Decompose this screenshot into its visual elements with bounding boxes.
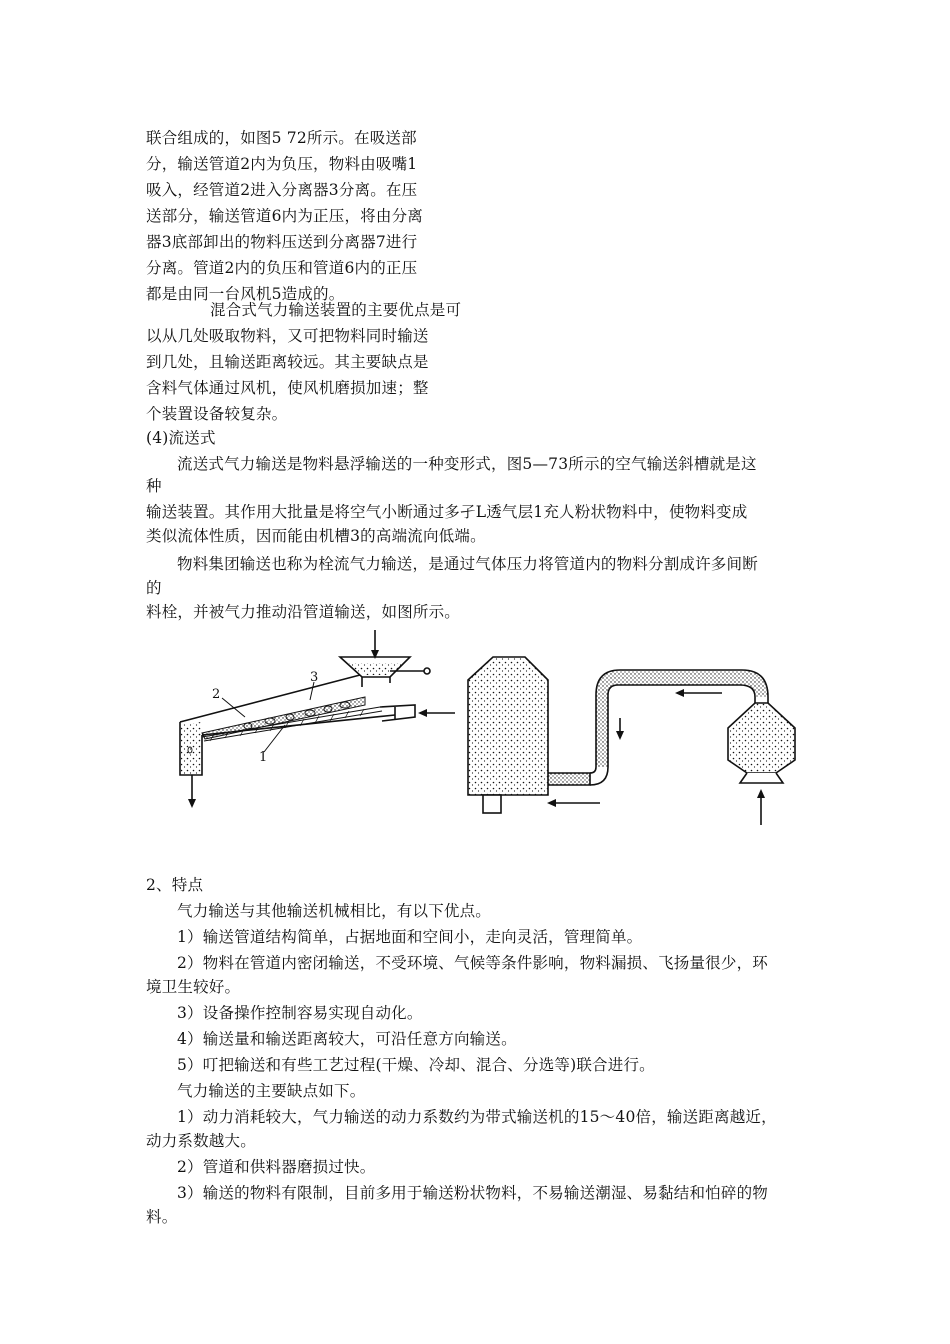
text-line: 分，输送管道2内为负压，物料由吸嘴1: [146, 155, 418, 173]
list-item: 1）动力消耗较大，气力输送的动力系数约为带式输送机的15～40倍，输送距离越近，: [177, 1108, 777, 1126]
list-item: 动力系数越大。: [146, 1132, 256, 1150]
section-heading: (4)流送式: [146, 429, 216, 447]
air-slide-diagram: [180, 630, 455, 803]
arrow-left-icon: [547, 799, 556, 807]
figure-label-1: 1: [259, 750, 268, 765]
list-item: 1）输送管道结构简单，占据地面和空间小，走向灵活，管理简单。: [177, 928, 643, 946]
text-line: 送部分，输送管道6内为正压，将由分离: [146, 207, 423, 225]
list-item: 料。: [146, 1208, 178, 1226]
text-line: 的: [146, 579, 162, 597]
separator-vessel: [728, 703, 795, 773]
text-line: 物料集团输送也称为栓流气力输送，是通过气体压力将管道内的物料分割成许多间断: [177, 555, 758, 573]
text-line: 都是由同一台风机5造成的。: [146, 285, 345, 303]
text-line: 气力输送与其他输送机械相比，有以下优点。: [177, 902, 492, 920]
text-line: 联合组成的，如图5 72所示。在吸送部: [146, 129, 417, 147]
text-line: 以从几处吸取物料，又可把物料同时输送: [146, 327, 429, 345]
text-line: 流送式气力输送是物料悬浮输送的一种变形式，图5—73所示的空气输送斜槽就是这: [177, 455, 757, 473]
figure-label-3: 3: [310, 670, 319, 685]
list-item: 2）管道和供料器磨损过快。: [177, 1158, 376, 1176]
arrow-up-icon: [757, 789, 765, 798]
figure-diagrams: [150, 625, 810, 840]
silo-left: [468, 657, 548, 795]
list-item: 3）设备操作控制容易实现自动化。: [177, 1004, 423, 1022]
text-line: 混合式气力输送装置的主要优点是可: [210, 301, 462, 319]
list-item: 4）输送量和输送距离较大，可沿任意方向输送。: [177, 1030, 517, 1048]
text-line: 器3底部卸出的物料压送到分离器7进行: [146, 233, 418, 251]
arrow-left-icon: [418, 709, 427, 717]
text-line: 类似流体性质，因而能由机槽3的高端流向低端。: [146, 527, 486, 545]
arrow-down-icon: [188, 799, 196, 808]
list-item: 3）输送的物料有限制，目前多用于输送粉状物料，不易输送潮湿、易黏结和怕碎的物: [177, 1184, 768, 1202]
figure-label-2: 2: [212, 687, 221, 702]
plug-flow-diagram: [468, 657, 795, 825]
arrow-down-icon: [616, 731, 624, 740]
text-line: 种: [146, 477, 162, 495]
text-line: 吸入，经管道2进入分离器3分离。在压: [146, 181, 418, 199]
section-heading: 2、特点: [146, 876, 204, 894]
text-line: 气力输送的主要缺点如下。: [177, 1082, 366, 1100]
text-line: 含料气体通过风机，使风机磨损加速；整: [146, 379, 429, 397]
text-line: 个装置设备较复杂。: [146, 405, 288, 423]
text-line: 到几处，且输送距离较远。其主要缺点是: [146, 353, 429, 371]
list-item: 5）叮把输送和有些工艺过程(干燥、冷却、混合、分选等)联合进行。: [177, 1056, 655, 1074]
text-line: 分离。管道2内的负压和管道6内的正压: [146, 259, 418, 277]
list-item: 2）物料在管道内密闭输送，不受环境、气候等条件影响，物料漏损、飞扬量很少，环: [177, 954, 768, 972]
text-line: 料栓，并被气力推动沿管道输送，如图所示。: [146, 603, 461, 621]
list-item: 境卫生较好。: [146, 978, 241, 996]
text-line: 输送装置。其作用大批量是将空气小断通过多孑L透气层1充人粉状物料中，使物料变成: [146, 503, 748, 521]
arrow-left-icon: [675, 689, 684, 697]
